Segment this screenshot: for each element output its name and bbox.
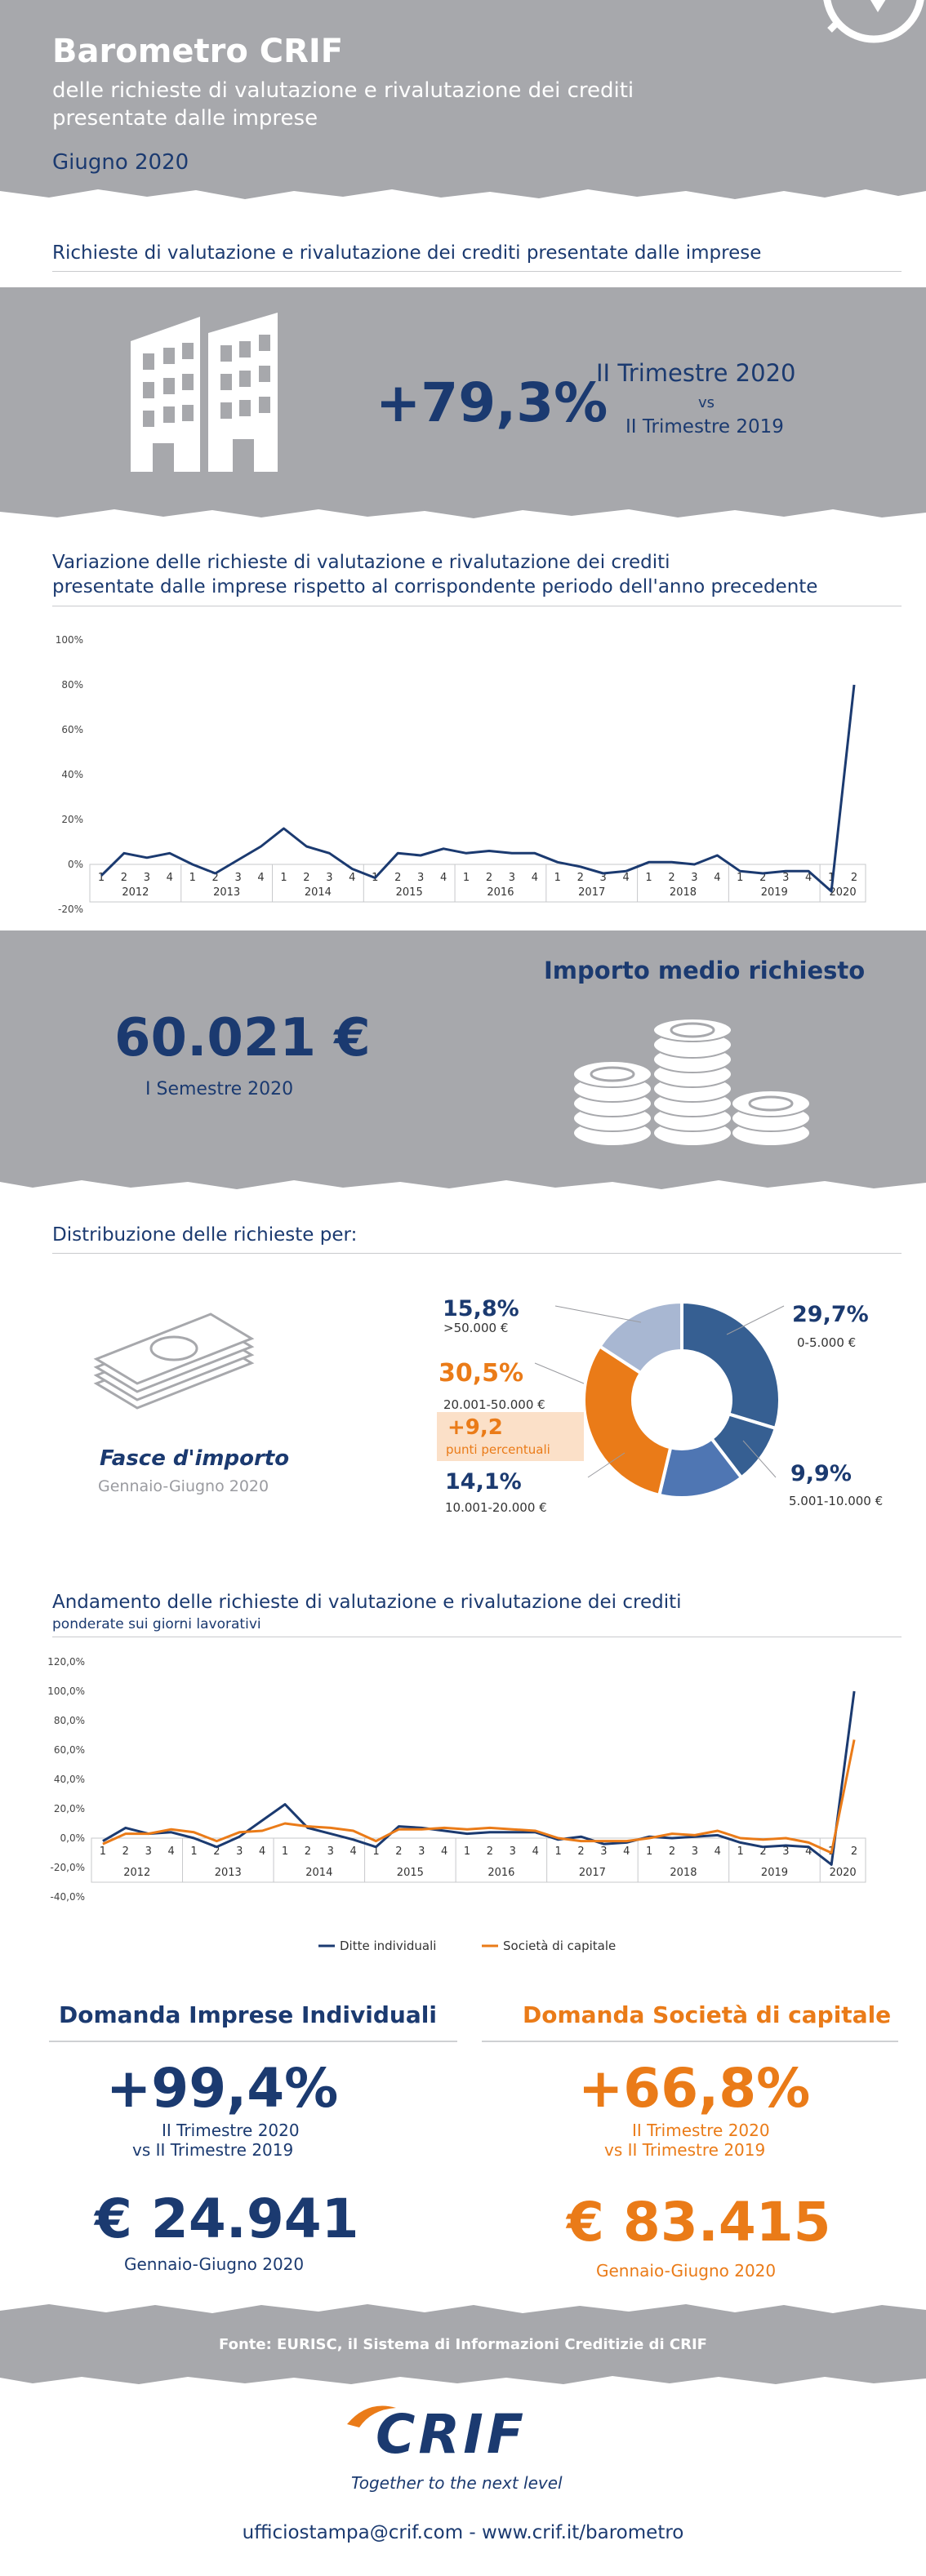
x-tick-label: 4 — [623, 1845, 630, 1858]
x-tick-label: 2 — [213, 1845, 220, 1858]
torn-edge — [0, 184, 926, 209]
x-tick-label: 4 — [531, 872, 538, 884]
buildings-icon — [127, 309, 294, 472]
section5-heading-2: ponderate sui giorni lavorativi — [52, 1616, 261, 1632]
x-tick-label: 4 — [714, 872, 721, 884]
distribution-period: Gennaio-Giugno 2020 — [98, 1477, 269, 1495]
section1-compare-b: II Trimestre 2019 — [625, 416, 784, 437]
slice-label-pct: 14,1% — [445, 1469, 522, 1495]
company-compare-a: II Trimestre 2020 — [632, 2121, 770, 2140]
y-tick-label: 0% — [67, 859, 83, 870]
x-tick-label: 1 — [189, 872, 196, 884]
x-tick-label: 2 — [211, 872, 219, 884]
section4-heading: Distribuzione delle richieste per: — [52, 1224, 358, 1246]
torn-edge — [0, 1175, 926, 1197]
banknotes-icon — [88, 1306, 268, 1428]
x-tick-label: 4 — [622, 872, 630, 884]
x-tick-label: 4 — [714, 1845, 721, 1858]
x-tick-label: 3 — [236, 1845, 243, 1858]
x-tick-label: 4 — [805, 1845, 812, 1858]
compass-icon — [808, 0, 926, 69]
individual-compare-a: II Trimestre 2020 — [162, 2121, 300, 2140]
individual-compare-b: vs II Trimestre 2019 — [132, 2140, 294, 2160]
leader-line — [555, 1306, 641, 1322]
year-label: 2020 — [829, 886, 857, 899]
x-tick-label: 2 — [668, 1845, 676, 1858]
x-tick-label: 2 — [394, 872, 402, 884]
y-tick-label: 20% — [61, 814, 83, 825]
year-label: 2016 — [487, 886, 514, 899]
y-tick-label: 20,0% — [53, 1803, 85, 1814]
x-tick-label: 1 — [737, 1845, 744, 1858]
y-tick-label: 100,0% — [47, 1686, 85, 1697]
section2-heading-1: Variazione delle richieste di valutazione e rivalutazione dei crediti — [52, 552, 670, 573]
legend-label: Società di capitale — [503, 1939, 617, 1953]
y-tick-label: 80% — [61, 679, 83, 691]
chart-weighted-trend — [41, 1649, 906, 1967]
year-label: 2018 — [669, 886, 697, 899]
year-label: 2018 — [670, 1867, 697, 1879]
x-tick-label: 3 — [600, 1845, 608, 1858]
x-tick-label: 4 — [166, 872, 173, 884]
year-label: 2020 — [829, 1867, 857, 1879]
year-label: 2012 — [123, 1867, 151, 1879]
crif-logo[interactable] — [343, 2400, 588, 2473]
x-tick-label: 4 — [257, 872, 265, 884]
x-tick-label: 1 — [645, 1845, 653, 1858]
contact-text[interactable]: ufficiostampa@crif.com - www.crif.it/barometro — [242, 2522, 684, 2543]
legend-label: Ditte individuali — [340, 1939, 437, 1953]
x-tick-label: 3 — [782, 1845, 790, 1858]
x-tick-label: 4 — [439, 872, 447, 884]
x-tick-label: 1 — [372, 1845, 380, 1858]
x-tick-label: 2 — [668, 872, 675, 884]
company-compare-b: vs II Trimestre 2019 — [604, 2140, 766, 2160]
individual-value: +99,4% — [106, 2057, 339, 2120]
x-tick-label: 3 — [691, 1845, 699, 1858]
distribution-category: Fasce d'importo — [100, 1446, 290, 1471]
x-tick-label: 3 — [145, 1845, 152, 1858]
x-tick-label: 3 — [691, 872, 698, 884]
x-tick-label: 2 — [485, 872, 493, 884]
logo-wordmark: CRIF — [376, 2403, 527, 2466]
section1-compare-vs: vs — [698, 394, 715, 411]
page-title: Barometro CRIF — [52, 33, 344, 70]
x-tick-label: 3 — [326, 872, 333, 884]
year-label: 2017 — [578, 1867, 606, 1879]
average-amount-value: 60.021 € — [114, 1008, 371, 1068]
page-subtitle-2: presentate dalle imprese — [52, 106, 318, 131]
x-tick-label: 3 — [417, 872, 425, 884]
divider — [52, 1253, 902, 1254]
x-tick-label: 1 — [462, 872, 470, 884]
y-tick-label: 120,0% — [47, 1656, 85, 1668]
x-tick-label: 1 — [280, 872, 287, 884]
x-tick-label: 1 — [97, 872, 105, 884]
x-tick-label: 1 — [554, 872, 561, 884]
section1-heading: Richieste di valutazione e rivalutazione dei crediti presentate dalle imprese — [52, 242, 762, 264]
slice-label-pct: 9,9% — [790, 1461, 852, 1486]
divider — [52, 271, 902, 272]
x-tick-label: 2 — [120, 872, 128, 884]
company-heading: Domanda Società di capitale — [523, 2001, 892, 2028]
year-label: 2015 — [396, 1867, 424, 1879]
x-tick-label: 3 — [418, 1845, 425, 1858]
individual-heading: Domanda Imprese Individuali — [59, 2001, 437, 2028]
x-tick-label: 4 — [532, 1845, 539, 1858]
x-tick-label: 3 — [782, 872, 790, 884]
slice-label-range: >50.000 € — [443, 1321, 509, 1335]
divider — [482, 2041, 898, 2042]
series-line — [101, 685, 854, 891]
x-tick-label: 4 — [349, 1845, 357, 1858]
year-label: 2016 — [487, 1867, 515, 1879]
source-note: Fonte: EURISC, il Sistema di Informazioni Creditizie di CRIF — [219, 2336, 707, 2353]
x-tick-label: 4 — [258, 1845, 266, 1858]
page-subtitle-1: delle richieste di valutazione e rivalutazione dei crediti — [52, 78, 634, 103]
y-tick-label: -40,0% — [50, 1891, 85, 1903]
x-tick-label: 2 — [577, 872, 584, 884]
x-tick-label: 3 — [508, 872, 516, 884]
year-label: 2015 — [395, 886, 423, 899]
year-label: 2013 — [214, 1867, 242, 1879]
x-tick-label: 2 — [304, 1845, 312, 1858]
x-tick-label: 4 — [167, 1845, 175, 1858]
y-tick-label: 60% — [61, 724, 83, 735]
year-label: 2012 — [122, 886, 149, 899]
year-label: 2017 — [578, 886, 606, 899]
y-tick-label: 40,0% — [53, 1774, 85, 1785]
x-tick-label: 2 — [759, 872, 767, 884]
y-tick-label: 60,0% — [53, 1744, 85, 1756]
delta-label: punti percentuali — [446, 1442, 550, 1457]
individual-amount: € 24.941 — [95, 2187, 359, 2250]
slice-label-range: 5.001-10.000 € — [789, 1494, 884, 1508]
leader-line — [535, 1363, 584, 1383]
x-tick-label: 3 — [234, 872, 242, 884]
x-tick-label: 1 — [190, 1845, 198, 1858]
y-tick-label: 0,0% — [60, 1832, 85, 1844]
torn-edge — [0, 504, 926, 526]
slice-label-pct: 15,8% — [443, 1296, 519, 1321]
x-tick-label: 3 — [599, 872, 607, 884]
chart-yoy-variation — [41, 620, 906, 922]
contact-links[interactable] — [0, 2522, 926, 2543]
x-tick-label: 4 — [805, 872, 812, 884]
average-amount-period: I Semestre 2020 — [145, 1079, 294, 1099]
slice-label-range: 20.001-50.000 € — [443, 1397, 545, 1412]
report-period: Giugno 2020 — [52, 150, 189, 175]
x-tick-label: 1 — [99, 1845, 107, 1858]
coins-icon — [572, 1019, 817, 1149]
slice-label-range: 10.001-20.000 € — [445, 1500, 547, 1515]
x-tick-label: 3 — [327, 1845, 334, 1858]
slice-label-pct: 30,5% — [439, 1359, 524, 1388]
x-tick-label: 1 — [827, 872, 835, 884]
x-tick-label: 4 — [441, 1845, 448, 1858]
x-tick-label: 1 — [828, 1845, 835, 1858]
slice-label-range: 0-5.000 € — [797, 1335, 857, 1350]
x-tick-label: 3 — [143, 872, 150, 884]
x-tick-label: 1 — [737, 872, 744, 884]
x-tick-label: 2 — [395, 1845, 403, 1858]
x-tick-label: 1 — [463, 1845, 471, 1858]
x-tick-label: 1 — [281, 1845, 289, 1858]
section5-heading-1: Andamento delle richieste di valutazione e rivalutazione dei crediti — [52, 1592, 682, 1613]
series-line — [103, 1739, 854, 1853]
section1-value: +79,3% — [376, 371, 608, 434]
y-tick-label: 40% — [61, 769, 83, 780]
x-tick-label: 2 — [759, 1845, 767, 1858]
x-tick-label: 2 — [577, 1845, 585, 1858]
torn-edge — [0, 2372, 926, 2390]
divider — [49, 2041, 457, 2042]
year-label: 2019 — [760, 1867, 789, 1879]
x-tick-label: 2 — [850, 1845, 858, 1858]
y-tick-label: -20,0% — [50, 1862, 85, 1873]
y-tick-label: 80,0% — [53, 1715, 85, 1726]
individual-period: Gennaio-Giugno 2020 — [124, 2254, 305, 2274]
x-tick-label: 1 — [554, 1845, 562, 1858]
year-label: 2014 — [305, 1867, 333, 1879]
company-amount: € 83.415 — [567, 2191, 831, 2254]
section3-heading: Importo medio richiesto — [544, 957, 866, 984]
year-label: 2014 — [304, 886, 332, 899]
year-label: 2019 — [760, 886, 788, 899]
x-tick-label: 2 — [486, 1845, 494, 1858]
company-period: Gennaio-Giugno 2020 — [596, 2261, 777, 2281]
x-tick-label: 2 — [303, 872, 310, 884]
delta-value: +9,2 — [447, 1415, 503, 1440]
x-tick-label: 2 — [850, 872, 858, 884]
x-tick-label: 1 — [372, 872, 379, 884]
x-tick-label: 2 — [122, 1845, 129, 1858]
section2-heading-2: presentate dalle imprese rispetto al corrispondente periodo dell'anno precedente — [52, 576, 818, 597]
torn-edge — [0, 2298, 926, 2320]
y-tick-label: 100% — [55, 634, 83, 646]
section1-compare-a: II Trimestre 2020 — [596, 359, 796, 387]
y-tick-label: -20% — [57, 904, 83, 915]
year-label: 2013 — [213, 886, 241, 899]
logo-tagline: Together to the next level — [351, 2473, 563, 2493]
x-tick-label: 1 — [645, 872, 652, 884]
company-value: +66,8% — [578, 2057, 811, 2120]
donut-slice — [584, 1346, 670, 1495]
donut-slice — [682, 1302, 780, 1428]
x-tick-label: 3 — [509, 1845, 516, 1858]
x-tick-label: 4 — [349, 872, 356, 884]
slice-label-pct: 29,7% — [792, 1302, 869, 1327]
